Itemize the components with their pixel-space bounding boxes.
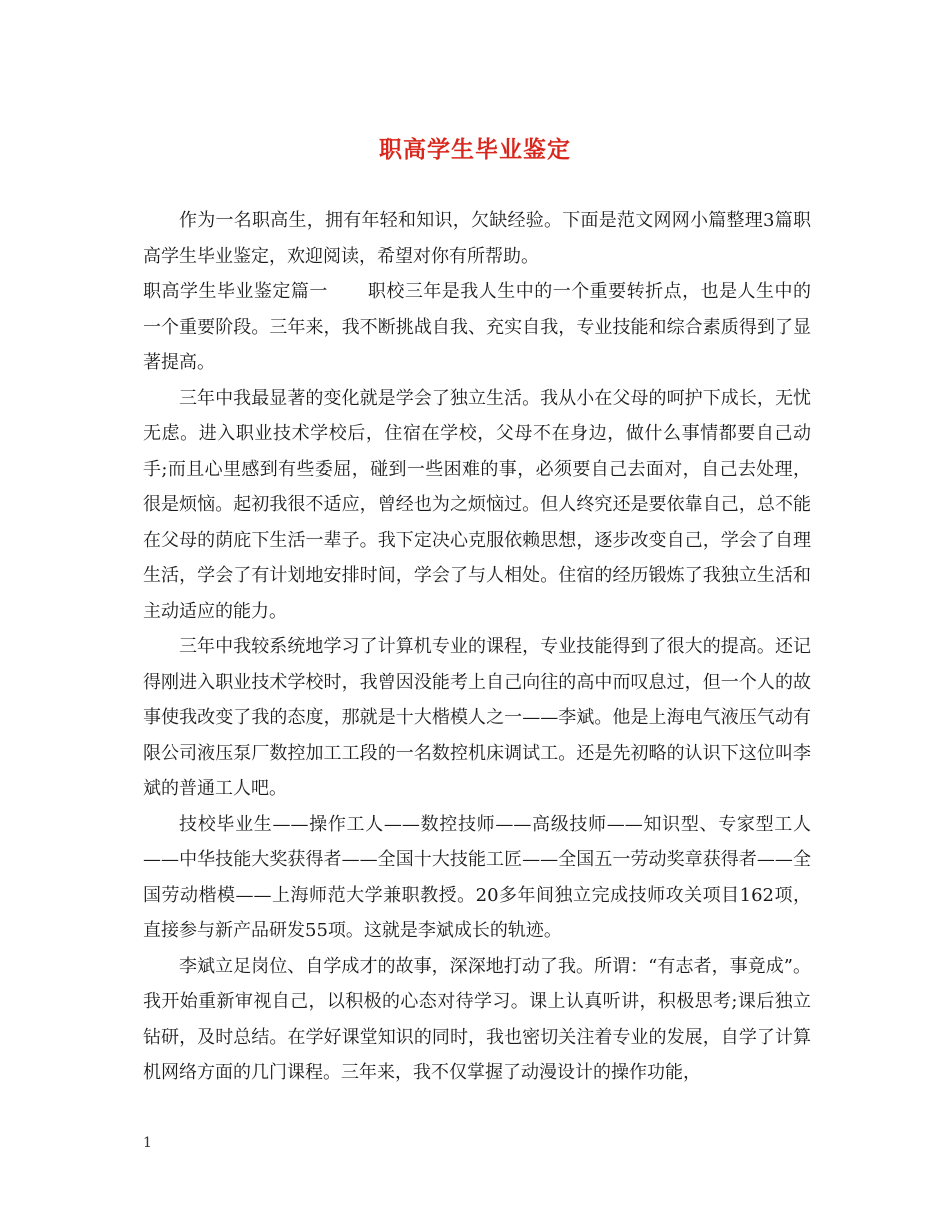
section-first-text: 职校三年是我人生中的一个重要转折点，也是人生中的一个重要阶段。三年来，我不断挑战自我、充实自我，专业技能和综合素质得到了显著提高。	[143, 281, 812, 373]
intro-paragraph: 作为一名职高生，拥有年轻和知识，欠缺经验。下面是范文网网小篇整理3篇职高学生毕业鉴定，欢迎阅读，希望对你有所帮助。	[143, 210, 811, 267]
section-paragraph	[143, 274, 811, 381]
body-paragraph: 技校毕业生——操作工人——数控技师——高级技师——知识型、专家型工人——中华技能大奖获得者——全国十大技能工匠——全国五一劳动奖章获得者——全国劳动楷模——上海师范大学兼职教授。20多年间独立完成技师攻关项目162项，直接参与新产品研发55项。这就是李斌成长的轨迹。	[143, 813, 811, 941]
page-number: 1	[143, 1135, 152, 1151]
page-title: 职高学生毕业鉴定	[379, 136, 571, 163]
section-heading: 职高学生毕业鉴定篇一	[143, 281, 328, 302]
document-body	[143, 203, 811, 1091]
body-paragraph: 三年中我最显著的变化就是学会了独立生活。我从小在父母的呵护下成长，无忧无虑。进入职业技术学校后，住宿在学校，父母不在身边，做什么事情都要自己动手;而且心里感到有些委屈，碰到一些困难的事，必须要自己去面对，自己去处理，很是烦恼。起初我很不适应，曾经也为之烦恼过。但人终究还是要依靠自己，总不能在父母的荫庇下生活一辈子。我下定决心克服依赖思想，逐步改变自己，学会了自理生活，学会了有计划地安排时间，学会了与人相处。住宿的经历锻炼了我独立生活和主动适应的能力。	[143, 387, 811, 622]
body-paragraph: 李斌立足岗位、自学成才的故事，深深地打动了我。所谓：“有志者，事竟成”。我开始重新审视自己，以积极的心态对待学习。课上认真听讲，积极思考;课后独立钻研，及时总结。在学好课堂知识的同时，我也密切关注着专业的发展，自学了计算机网络方面的几门课程。三年来，我不仅掌握了动漫设计的操作功能，	[143, 955, 811, 1083]
body-paragraph: 三年中我较系统地学习了计算机专业的课程，专业技能得到了很大的提高。还记得刚进入职业技术学校时，我曾因没能考上自己向往的高中而叹息过，但一个人的故事使我改变了我的态度，那就是十大楷模人之一——李斌。他是上海电气液压气动有限公司液压泵厂数控加工工段的一名数控机床调试工。还是先初略的认识下这位叫李斌的普通工人吧。	[143, 636, 811, 799]
